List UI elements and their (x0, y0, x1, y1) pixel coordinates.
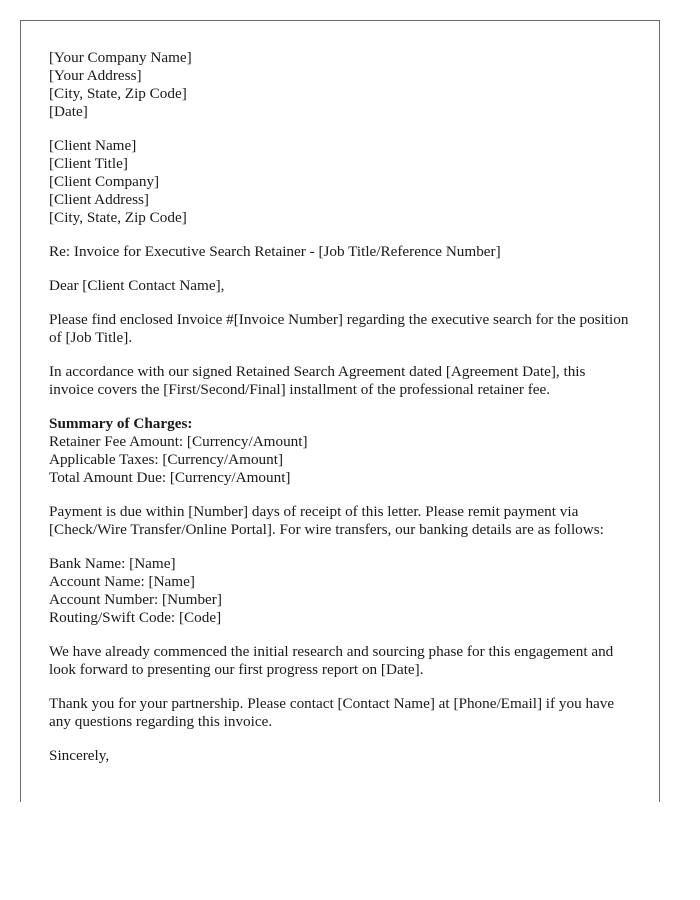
bank-name: Bank Name: [Name] (49, 555, 176, 572)
letter-page (20, 20, 660, 802)
salutation: Dear [Client Contact Name], (49, 277, 225, 294)
applicable-taxes: Applicable Taxes: [Currency/Amount] (49, 451, 283, 468)
paragraph-invoice-intro: Please find enclosed Invoice #[Invoice Number] regarding the executive search for the position of [Job Title]. (49, 311, 629, 346)
letter-date: [Date] (49, 103, 88, 120)
summary-of-charges (49, 415, 629, 487)
sender-city-state-zip: [City, State, Zip Code] (49, 85, 187, 102)
subject-line: Re: Invoice for Executive Search Retainer - [Job Title/Reference Number] (49, 243, 501, 260)
recipient-block (49, 137, 629, 227)
paragraph-payment-terms: Payment is due within [Number] days of receipt of this letter. Please remit payment via [Check/Wire Transfer/Online Portal]. For wire transfers, our banking details are as follows: (49, 503, 604, 538)
paragraph-thank-you: Thank you for your partnership. Please contact [Contact Name] at [Phone/Email] if you have any questions regarding this invoice. (49, 695, 615, 730)
account-number: Account Number: [Number] (49, 591, 222, 608)
recipient-address: [Client Address] (49, 191, 149, 208)
recipient-title: [Client Title] (49, 155, 128, 172)
sender-block (49, 49, 629, 121)
summary-heading: Summary of Charges: (49, 415, 193, 432)
recipient-company: [Client Company] (49, 173, 160, 190)
account-name: Account Name: [Name] (49, 573, 195, 590)
recipient-city-state-zip: [City, State, Zip Code] (49, 209, 187, 226)
sender-company-name: [Your Company Name] (49, 49, 192, 66)
recipient-name: [Client Name] (49, 137, 137, 154)
routing-swift-code: Routing/Swift Code: [Code] (49, 609, 222, 626)
paragraph-agreement: In accordance with our signed Retained Search Agreement dated [Agreement Date], this invoice covers the [First/Second/Final] installment of the professional retainer fee. (49, 363, 586, 398)
closing: Sincerely, (49, 747, 110, 764)
total-amount-due: Total Amount Due: [Currency/Amount] (49, 469, 291, 486)
letter-content (49, 49, 629, 781)
bank-details (49, 555, 629, 627)
retainer-fee-amount: Retainer Fee Amount: [Currency/Amount] (49, 433, 308, 450)
paragraph-progress: We have already commenced the initial research and sourcing phase for this engagement and look forward to presenting our first progress report on [Date]. (49, 643, 614, 678)
sender-address: [Your Address] (49, 67, 142, 84)
